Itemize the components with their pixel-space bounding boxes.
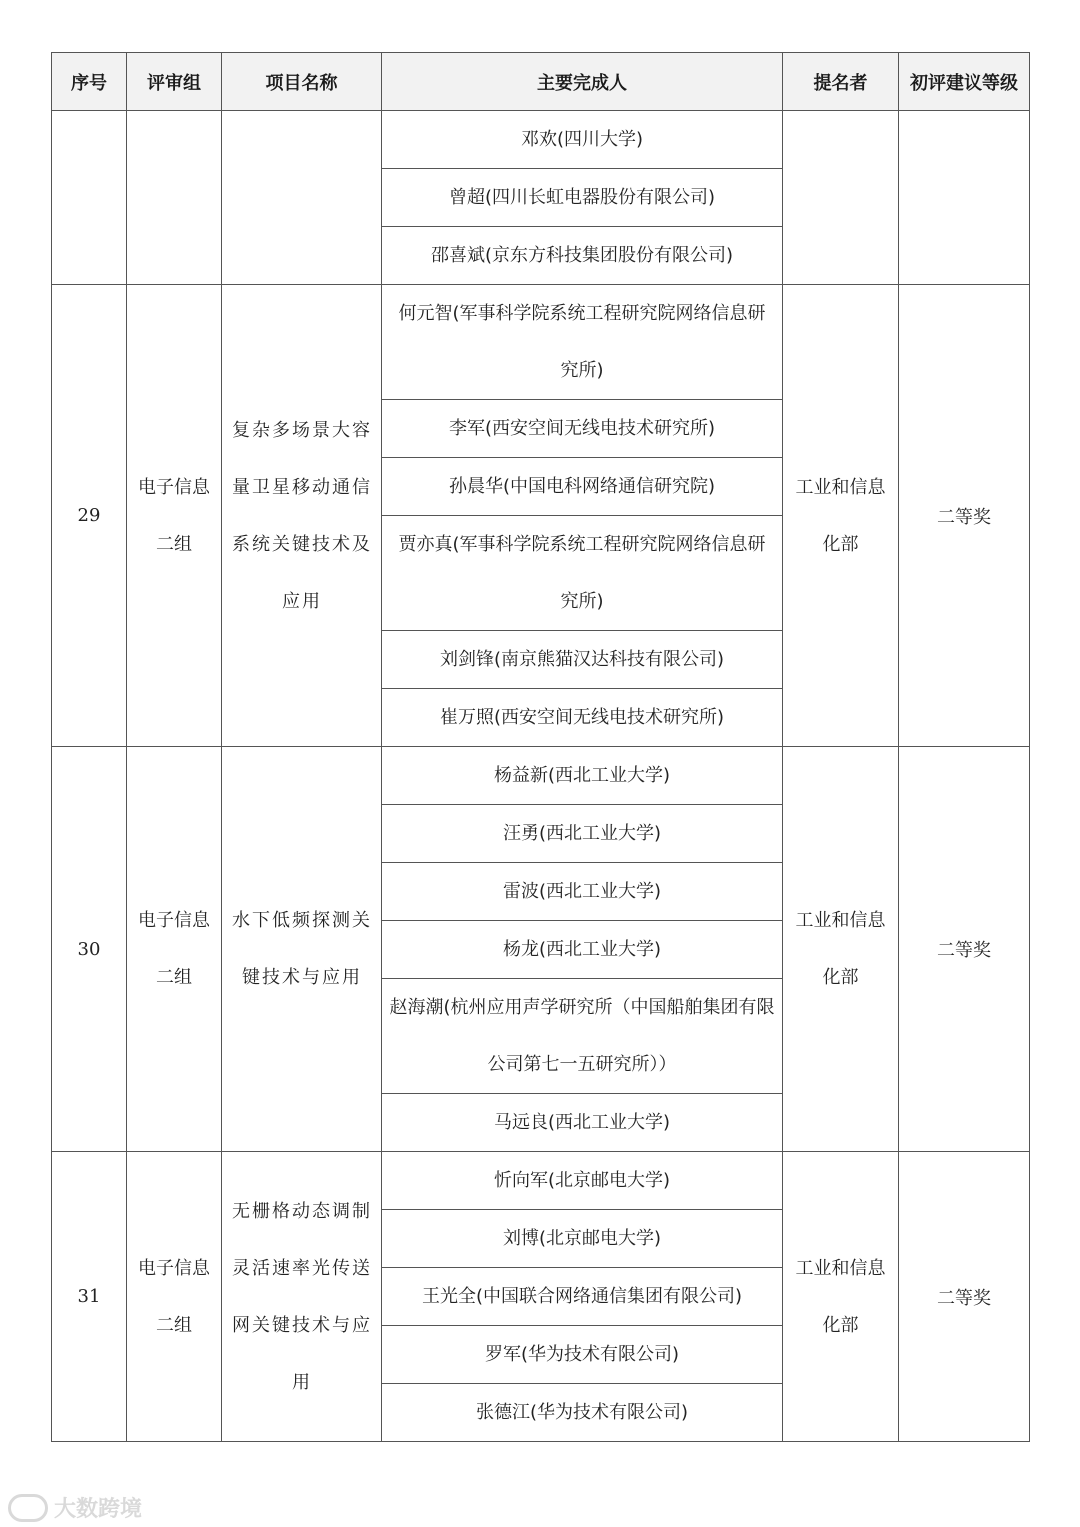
table-row (52, 285, 1030, 400)
header-seq: 序号 (52, 53, 127, 111)
person-cell: 王光全(中国联合网络通信集团有限公司) (382, 1268, 783, 1326)
person-cell: 马远良(西北工业大学) (382, 1094, 783, 1152)
nominator-cell (783, 111, 899, 285)
person-cell: 忻向军(北京邮电大学) (382, 1152, 783, 1210)
table-row (52, 111, 1030, 169)
project-cell: 复杂多场景大容 量卫星移动通信 系统关键技术及 应用 (222, 285, 382, 747)
level-cell (899, 111, 1030, 285)
seq-cell: 30 (52, 747, 127, 1152)
watermark (8, 1492, 142, 1523)
nominator-cell: 工业和信息 化部 (783, 1152, 899, 1442)
group-cell: 电子信息 二组 (127, 1152, 222, 1442)
group-cell: 电子信息 二组 (127, 747, 222, 1152)
group-cell: 电子信息 二组 (127, 285, 222, 747)
nominator-cell: 工业和信息 化部 (783, 285, 899, 747)
person-cell: 邓欢(四川大学) (382, 111, 783, 169)
project-cell (222, 111, 382, 285)
project-cell: 水下低频探测关 键技术与应用 (222, 747, 382, 1152)
seq-cell: 31 (52, 1152, 127, 1442)
person-cell: 雷波(西北工业大学) (382, 863, 783, 921)
level-cell: 二等奖 (899, 1152, 1030, 1442)
header-nominator: 提名者 (783, 53, 899, 111)
watermark-logo-icon (8, 1494, 48, 1522)
person-cell: 曾超(四川长虹电器股份有限公司) (382, 169, 783, 227)
table-row (52, 1152, 1030, 1210)
header-persons: 主要完成人 (382, 53, 783, 111)
header-level: 初评建议等级 (899, 53, 1030, 111)
nominator-cell: 工业和信息 化部 (783, 747, 899, 1152)
person-cell: 杨龙(西北工业大学) (382, 921, 783, 979)
person-cell: 刘剑锋(南京熊猫汉达科技有限公司) (382, 631, 783, 689)
person-cell: 孙晨华(中国电科网络通信研究院) (382, 458, 783, 516)
person-cell: 杨益新(西北工业大学) (382, 747, 783, 805)
person-cell: 何元智(军事科学院系统工程研究院网络信息研 究所) (382, 285, 783, 400)
person-cell: 邵喜斌(京东方科技集团股份有限公司) (382, 227, 783, 285)
person-cell: 赵海潮(杭州应用声学研究所（中国船舶集团有限 公司第七一五研究所）） (382, 979, 783, 1094)
person-cell: 汪勇(西北工业大学) (382, 805, 783, 863)
level-cell: 二等奖 (899, 285, 1030, 747)
header-group: 评审组 (127, 53, 222, 111)
person-cell: 罗军(华为技术有限公司) (382, 1326, 783, 1384)
person-cell: 李军(西安空间无线电技术研究所) (382, 400, 783, 458)
seq-cell (52, 111, 127, 285)
header-project: 项目名称 (222, 53, 382, 111)
person-cell: 崔万照(西安空间无线电技术研究所) (382, 689, 783, 747)
awards-table (51, 52, 1030, 1442)
header-row (52, 53, 1030, 111)
group-cell (127, 111, 222, 285)
person-cell: 贾亦真(军事科学院系统工程研究院网络信息研 究所) (382, 516, 783, 631)
person-cell: 张德江(华为技术有限公司) (382, 1384, 783, 1442)
watermark-text: 大数跨境 (54, 1497, 143, 1522)
level-cell: 二等奖 (899, 747, 1030, 1152)
table-row (52, 747, 1030, 805)
seq-cell: 29 (52, 285, 127, 747)
project-cell: 无栅格动态调制 灵活速率光传送 网关键技术与应 用 (222, 1152, 382, 1442)
person-cell: 刘博(北京邮电大学) (382, 1210, 783, 1268)
